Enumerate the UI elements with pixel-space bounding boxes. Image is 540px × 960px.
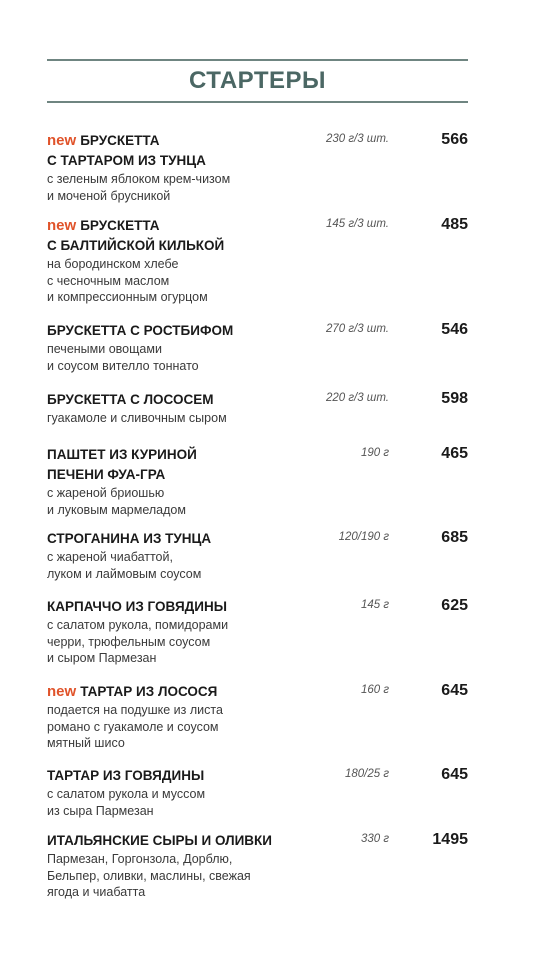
item-name bbox=[47, 529, 309, 549]
item-weight: 330 г bbox=[360, 833, 389, 845]
new-tag: new bbox=[47, 217, 77, 234]
item-name bbox=[47, 216, 309, 236]
item-title: ТАРТАР ИЗ ЛОСОСЯ bbox=[80, 684, 218, 699]
item-description-line: и моченой брусникой bbox=[47, 188, 171, 203]
item-description-line: с зеленым яблоком крем-чизом bbox=[47, 172, 231, 186]
item-price: 546 bbox=[441, 321, 468, 338]
item-subtitle: С БАЛТИЙСКОЙ КИЛЬКОЙ bbox=[47, 238, 225, 253]
item-title: БРУСКЕТТА bbox=[80, 133, 160, 148]
item-subtitle: ПЕЧЕНИ ФУА-ГРА bbox=[47, 467, 166, 482]
item-description-line: и компрессионным огурцом bbox=[47, 290, 208, 304]
item-price: 645 bbox=[441, 766, 468, 783]
item-description-line: подается на подушке из листа bbox=[47, 703, 223, 717]
menu-item bbox=[47, 216, 468, 306]
item-description-line: Бельпер, оливки, маслины, свежая bbox=[47, 868, 251, 883]
item-price: 485 bbox=[441, 216, 468, 233]
item-description-line: на бородинском хлебе bbox=[47, 257, 179, 271]
menu-item bbox=[47, 321, 468, 374]
item-weight: 160 г bbox=[360, 684, 389, 696]
item-description-line: из сыра Пармезан bbox=[47, 803, 154, 818]
new-tag: new bbox=[47, 132, 77, 149]
new-tag: new bbox=[47, 683, 77, 700]
item-description-line: с салатом рукола и муссом bbox=[47, 787, 206, 801]
item-title: СТРОГАНИНА ИЗ ТУНЦА bbox=[47, 531, 212, 546]
item-description-line: с жареной бриошью bbox=[47, 486, 165, 500]
menu-item bbox=[47, 597, 468, 667]
item-name bbox=[47, 831, 309, 851]
item-description-line: и луковым мармеладом bbox=[47, 502, 186, 517]
menu-item bbox=[47, 682, 468, 752]
menu-item bbox=[47, 131, 468, 204]
item-price: 598 bbox=[441, 390, 468, 407]
item-description-line: ягода и чиабатта bbox=[47, 885, 146, 899]
item-description-line: черри, трюфельным соусом bbox=[47, 634, 211, 649]
item-name bbox=[47, 682, 309, 702]
item-title: БРУСКЕТТА bbox=[80, 218, 160, 233]
menu-item bbox=[47, 766, 468, 819]
item-price: 685 bbox=[441, 529, 468, 546]
item-description-line: луком и лаймовым соусом bbox=[47, 566, 202, 581]
section-title: СТАРТЕРЫ bbox=[188, 67, 327, 94]
item-description-line: и сыром Пармезан bbox=[47, 651, 157, 665]
item-weight: 145 г/3 шт. bbox=[325, 218, 389, 230]
menu-item bbox=[47, 831, 468, 901]
item-description-line: с чесночным маслом bbox=[47, 273, 170, 288]
item-weight: 180/25 г bbox=[344, 768, 389, 780]
item-weight: 120/190 г bbox=[338, 531, 389, 543]
section-header bbox=[47, 59, 468, 103]
item-description-line: с салатом рукола, помидорами bbox=[47, 618, 229, 632]
item-weight: 220 г/3 шт. bbox=[325, 392, 389, 404]
item-name bbox=[47, 321, 309, 341]
item-name bbox=[47, 766, 309, 786]
item-weight: 230 г/3 шт. bbox=[325, 133, 389, 145]
item-description-line: романо с гуакамоле и соусом bbox=[47, 719, 219, 734]
item-subtitle: С ТАРТАРОМ ИЗ ТУНЦА bbox=[47, 153, 206, 168]
item-name bbox=[47, 131, 309, 151]
item-name bbox=[47, 390, 309, 410]
menu-item bbox=[47, 529, 468, 582]
item-price: 566 bbox=[441, 131, 468, 148]
item-title: КАРПАЧЧО ИЗ ГОВЯДИНЫ bbox=[47, 599, 227, 614]
item-title: ПАШТЕТ ИЗ КУРИНОЙ bbox=[47, 447, 197, 462]
item-description-line: гуакамоле и сливочным сыром bbox=[47, 411, 227, 425]
item-description-line: Пармезан, Горгонзола, Дорблю, bbox=[47, 852, 233, 866]
item-description-line: печеными овощами bbox=[47, 342, 162, 356]
item-weight: 270 г/3 шт. bbox=[325, 323, 389, 335]
item-description-line: и соусом вителло тоннато bbox=[47, 358, 199, 373]
item-price: 625 bbox=[441, 597, 468, 614]
menu-item bbox=[47, 445, 468, 518]
item-name bbox=[47, 597, 309, 617]
item-weight: 190 г bbox=[360, 447, 389, 459]
item-price: 1495 bbox=[432, 831, 468, 848]
item-description-line: с жареной чиабаттой, bbox=[47, 550, 173, 564]
item-title: ТАРТАР ИЗ ГОВЯДИНЫ bbox=[47, 768, 205, 783]
item-title: БРУСКЕТТА С РОСТБИФОМ bbox=[47, 323, 234, 338]
item-description-line: мятный шисо bbox=[47, 736, 125, 750]
item-name bbox=[47, 445, 309, 465]
item-price: 645 bbox=[441, 682, 468, 699]
item-title: ИТАЛЬЯНСКИЕ СЫРЫ И ОЛИВКИ bbox=[47, 833, 272, 848]
item-weight: 145 г bbox=[360, 599, 389, 611]
menu-item bbox=[47, 390, 468, 427]
item-price: 465 bbox=[441, 445, 468, 462]
item-title: БРУСКЕТТА С ЛОСОСЕМ bbox=[47, 392, 214, 407]
